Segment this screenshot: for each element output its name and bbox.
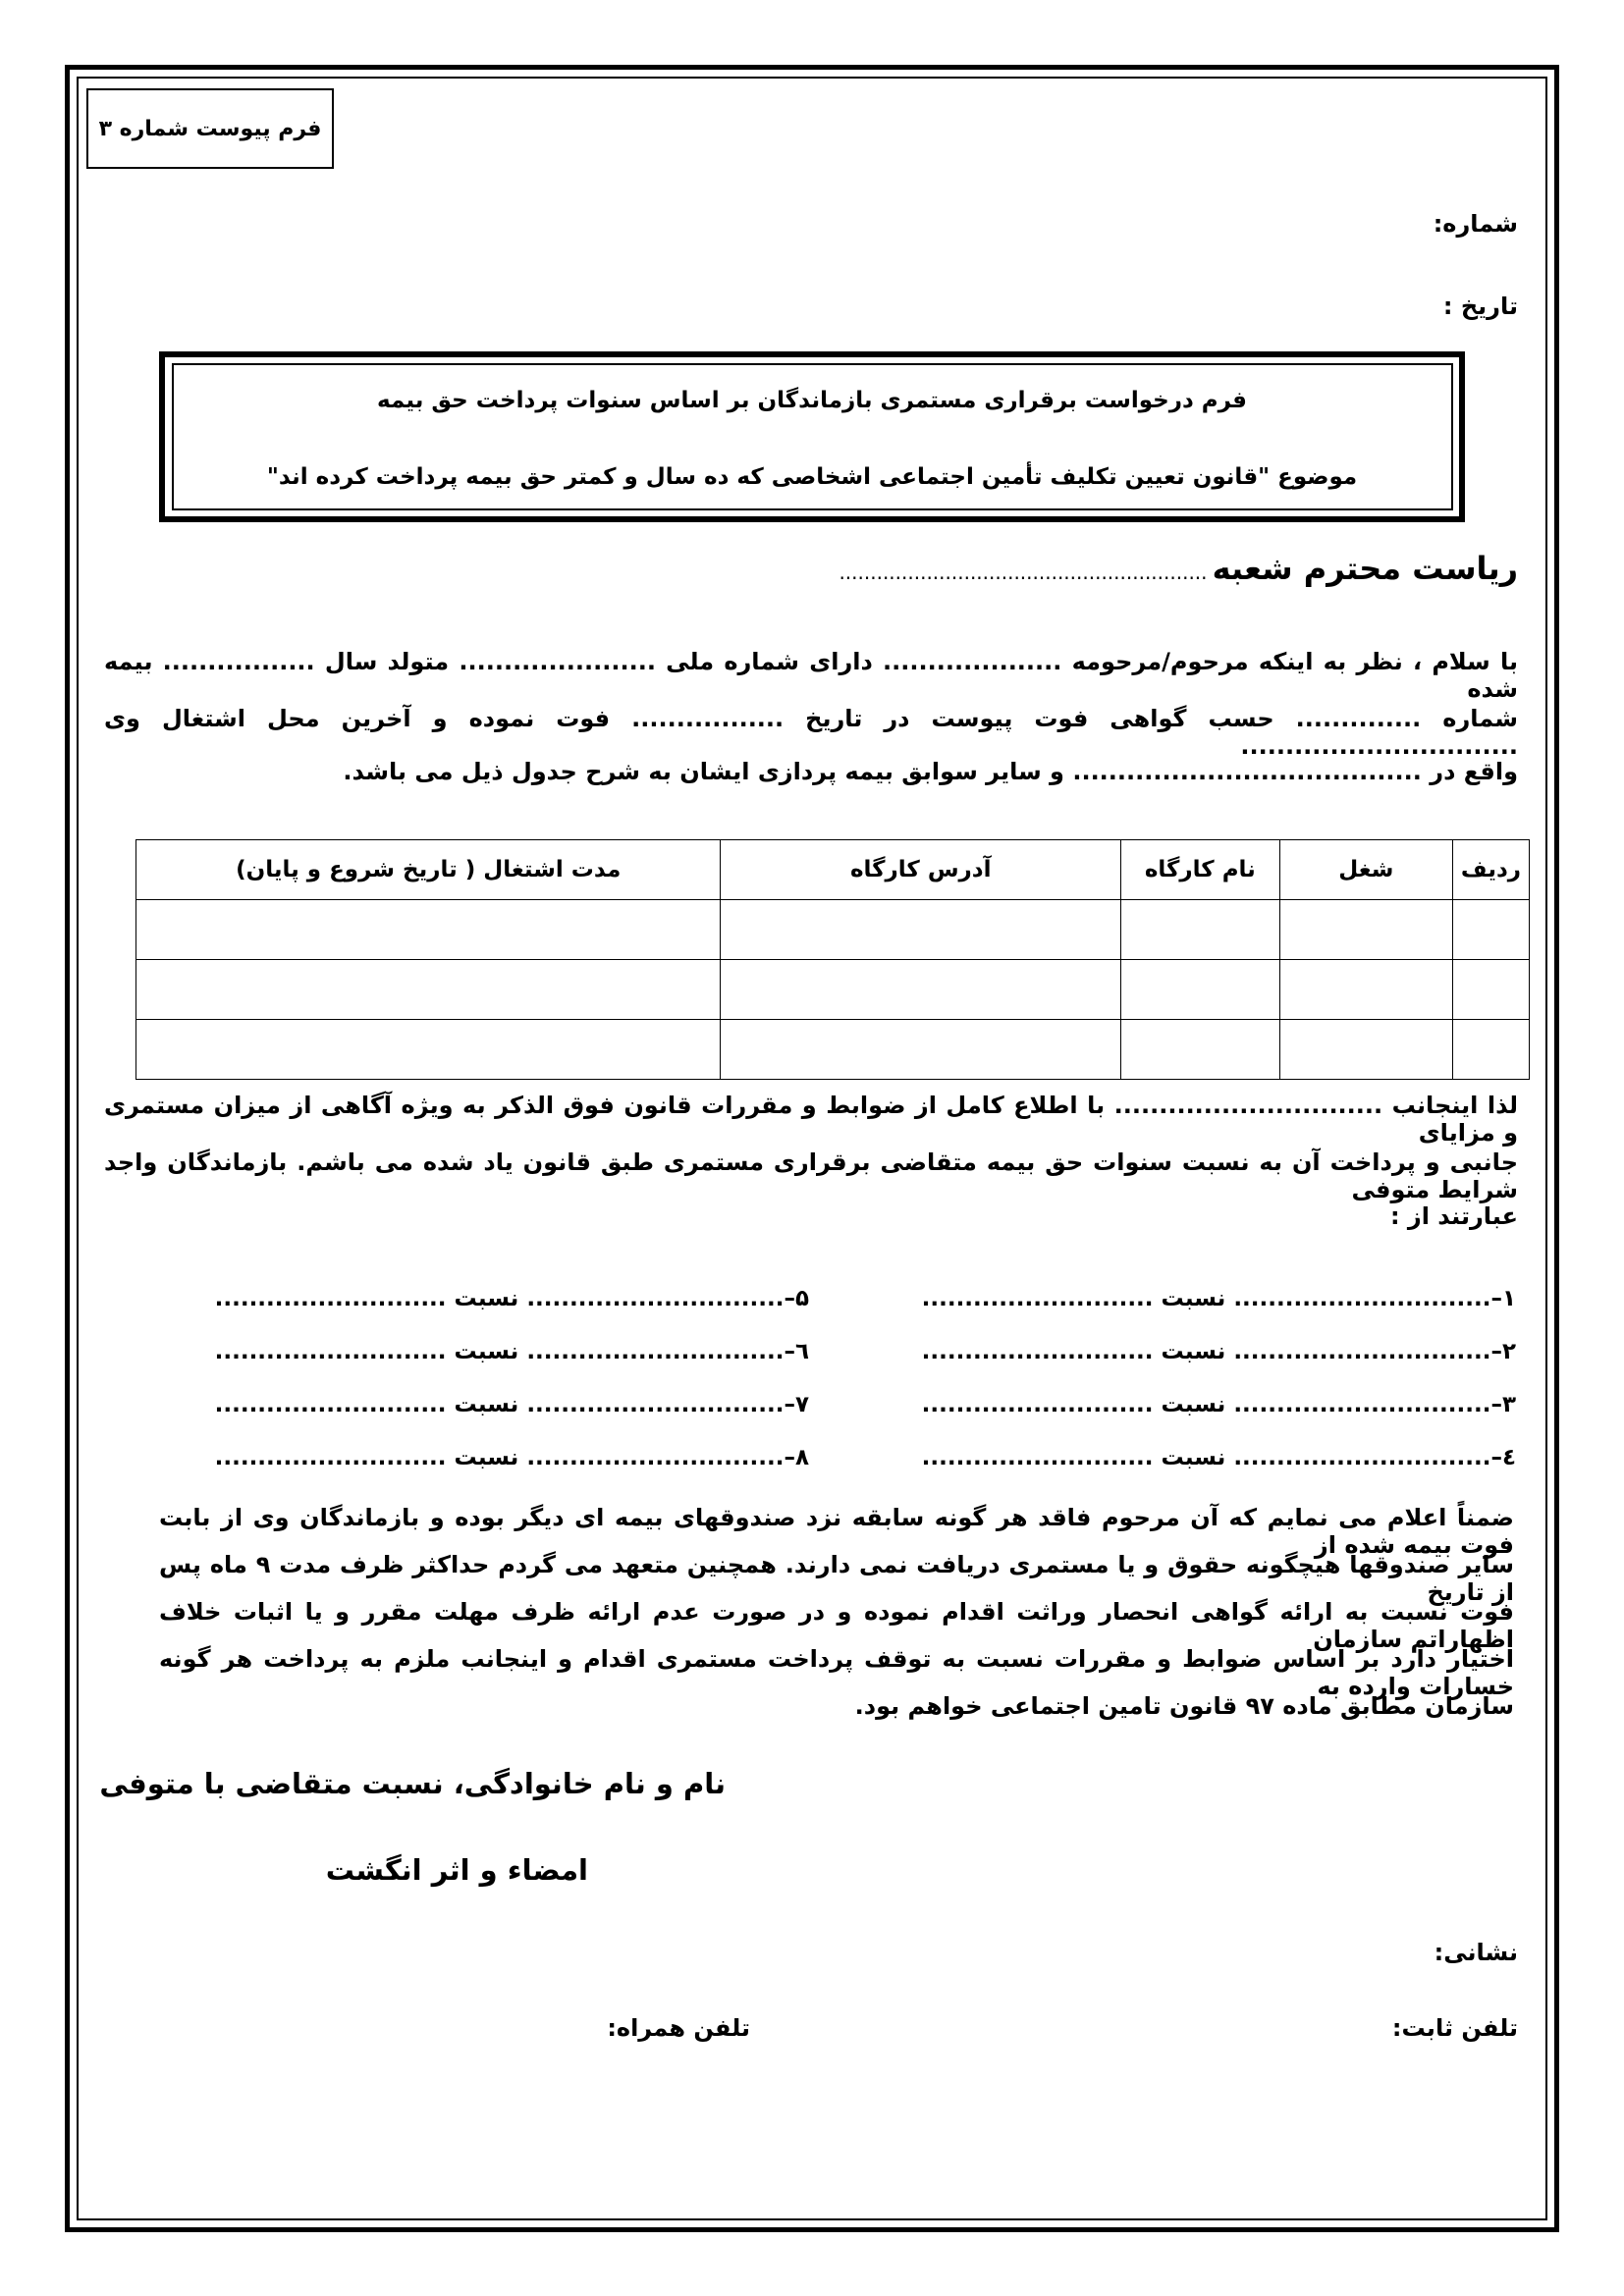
table-cell[interactable]: [1452, 960, 1529, 1020]
declaration-line-5: سازمان مطابق ماده ۹۷ قانون تامین اجتماعی خواهم بود.: [854, 1692, 1514, 1720]
table-row: [136, 1020, 1530, 1080]
table-cell[interactable]: [136, 900, 721, 960]
table-cell[interactable]: [1120, 960, 1279, 1020]
relative-1: ۱–.............................. نسبت ...........................: [921, 1286, 1516, 1311]
number-label: شماره:: [1433, 210, 1518, 238]
addressee-dots: ...........................................................: [839, 561, 1208, 584]
intro-line-2: شماره .............. حسب گواهی فوت پیوست در تاریخ ................. فوت نموده و آخرین محل اشتغال وی ...............................: [104, 705, 1518, 760]
relative-3: ۳–.............................. نسبت ...........................: [921, 1392, 1516, 1417]
relative-6: ٦–.............................. نسبت ...........................: [214, 1339, 809, 1364]
declaration-line-2: سایر صندوقها هیچگونه حقوق و یا مستمری دریافت نمی دارند. همچنین متعهد می گردم حداکثر ظرف مدت ۹ ماه پس از تاریخ: [159, 1551, 1515, 1606]
relative-4: ٤–.............................. نسبت ...........................: [921, 1445, 1516, 1470]
declaration-line-1: ضمناً اعلام می نمایم که آن مرحوم فاقد هر گونه سابقه نزد صندوقهای بیمه ای دیگر بوده و بازماندگان وی از بابت فوت بیمه شده از: [159, 1504, 1514, 1559]
attachment-label: فرم پیوست شماره ۳: [86, 88, 334, 169]
request-line-3: عبارتند از :: [1389, 1202, 1518, 1230]
relative-5: ۵–.............................. نسبت ...........................: [214, 1286, 809, 1311]
col-workplace-name: نام کارگاه: [1120, 840, 1279, 900]
table-cell[interactable]: [721, 900, 1121, 960]
addressee: [839, 550, 1518, 587]
table-cell[interactable]: [1279, 900, 1452, 960]
table-row: [136, 960, 1530, 1020]
relative-8: ۸–.............................. نسبت ...........................: [214, 1445, 809, 1470]
form-title: فرم درخواست برقراری مستمری بازماندگان بر اساس سنوات پرداخت حق بیمه: [377, 388, 1247, 413]
table-cell[interactable]: [1120, 1020, 1279, 1080]
col-workplace-address: آدرس کارگاه: [721, 840, 1121, 900]
intro-line-3: واقع در ....................................... و سایر سوابق بیمه پردازی ایشان به شرح جدول ذیل می باشد.: [343, 758, 1518, 785]
table-cell[interactable]: [1452, 900, 1529, 960]
mobile-label: تلفن همراه:: [607, 2014, 750, 2042]
landline-label: تلفن ثابت:: [1391, 2014, 1518, 2042]
address-label: نشانی:: [1434, 1939, 1518, 1966]
addressee-text: ریاست محترم شعبه: [1212, 550, 1518, 587]
table-cell[interactable]: [1452, 1020, 1529, 1080]
request-line-2: جانبی و پرداخت آن به نسبت سنوات حق بیمه متقاضی برقراری مستمری طبق قانون یاد شده می باشم. بازماندگان واجد شرایط متوفی: [104, 1148, 1518, 1203]
table-cell[interactable]: [136, 1020, 721, 1080]
table-cell[interactable]: [1279, 1020, 1452, 1080]
table-cell[interactable]: [1279, 960, 1452, 1020]
form-subject: موضوع "قانون تعیین تکلیف تأمین اجتماعی اشخاصی که ده سال و کمتر حق بیمه پرداخت کرده اند": [266, 464, 1358, 490]
date-label: تاریخ :: [1442, 293, 1518, 320]
declaration-line-4: اختیار دارد بر اساس ضوابط و مقررات نسبت به توقف پرداخت مستمری اقدام و اینجانب ملزم به پرداخت هر گونه خسارات وارده به: [159, 1645, 1514, 1700]
employment-table: [135, 839, 1530, 1080]
signature-label: امضاء و اثر انگشت: [325, 1853, 588, 1887]
applicant-name-label: نام و نام خانوادگی، نسبت متقاضی با متوفی: [99, 1767, 726, 1800]
intro-line-1: با سلام ، نظر به اینکه مرحوم/مرحومه .................... دارای شماره ملی ...................... متولد سال ................. بیمه شده: [104, 648, 1518, 703]
relative-2: ۲–.............................. نسبت ...........................: [921, 1339, 1516, 1364]
request-line-1: لذا اینجانب .............................. با اطلاع کامل از ضوابط و مقررات قانون فوق الذکر به ویژه آگاهی از میزان مستمری و مزایای: [104, 1092, 1518, 1147]
table-cell[interactable]: [721, 1020, 1121, 1080]
relative-7: ۷–.............................. نسبت ...........................: [214, 1392, 809, 1417]
declaration-line-3: فوت نسبت به ارائه گواهی انحصار وراثت اقدام نموده و در صورت عدم ارائه ظرف مهلت مقرر و یا اثبات خلاف اظهاراتم سازمان: [159, 1598, 1514, 1653]
table-header-row: [136, 840, 1530, 900]
col-employment-period: مدت اشتغال ( تاریخ شروع و پایان): [136, 840, 721, 900]
table-cell[interactable]: [721, 960, 1121, 1020]
table-cell[interactable]: [136, 960, 721, 1020]
table-row: [136, 900, 1530, 960]
table-cell[interactable]: [1120, 900, 1279, 960]
col-row-number: ردیف: [1452, 840, 1529, 900]
col-job: شغل: [1279, 840, 1452, 900]
